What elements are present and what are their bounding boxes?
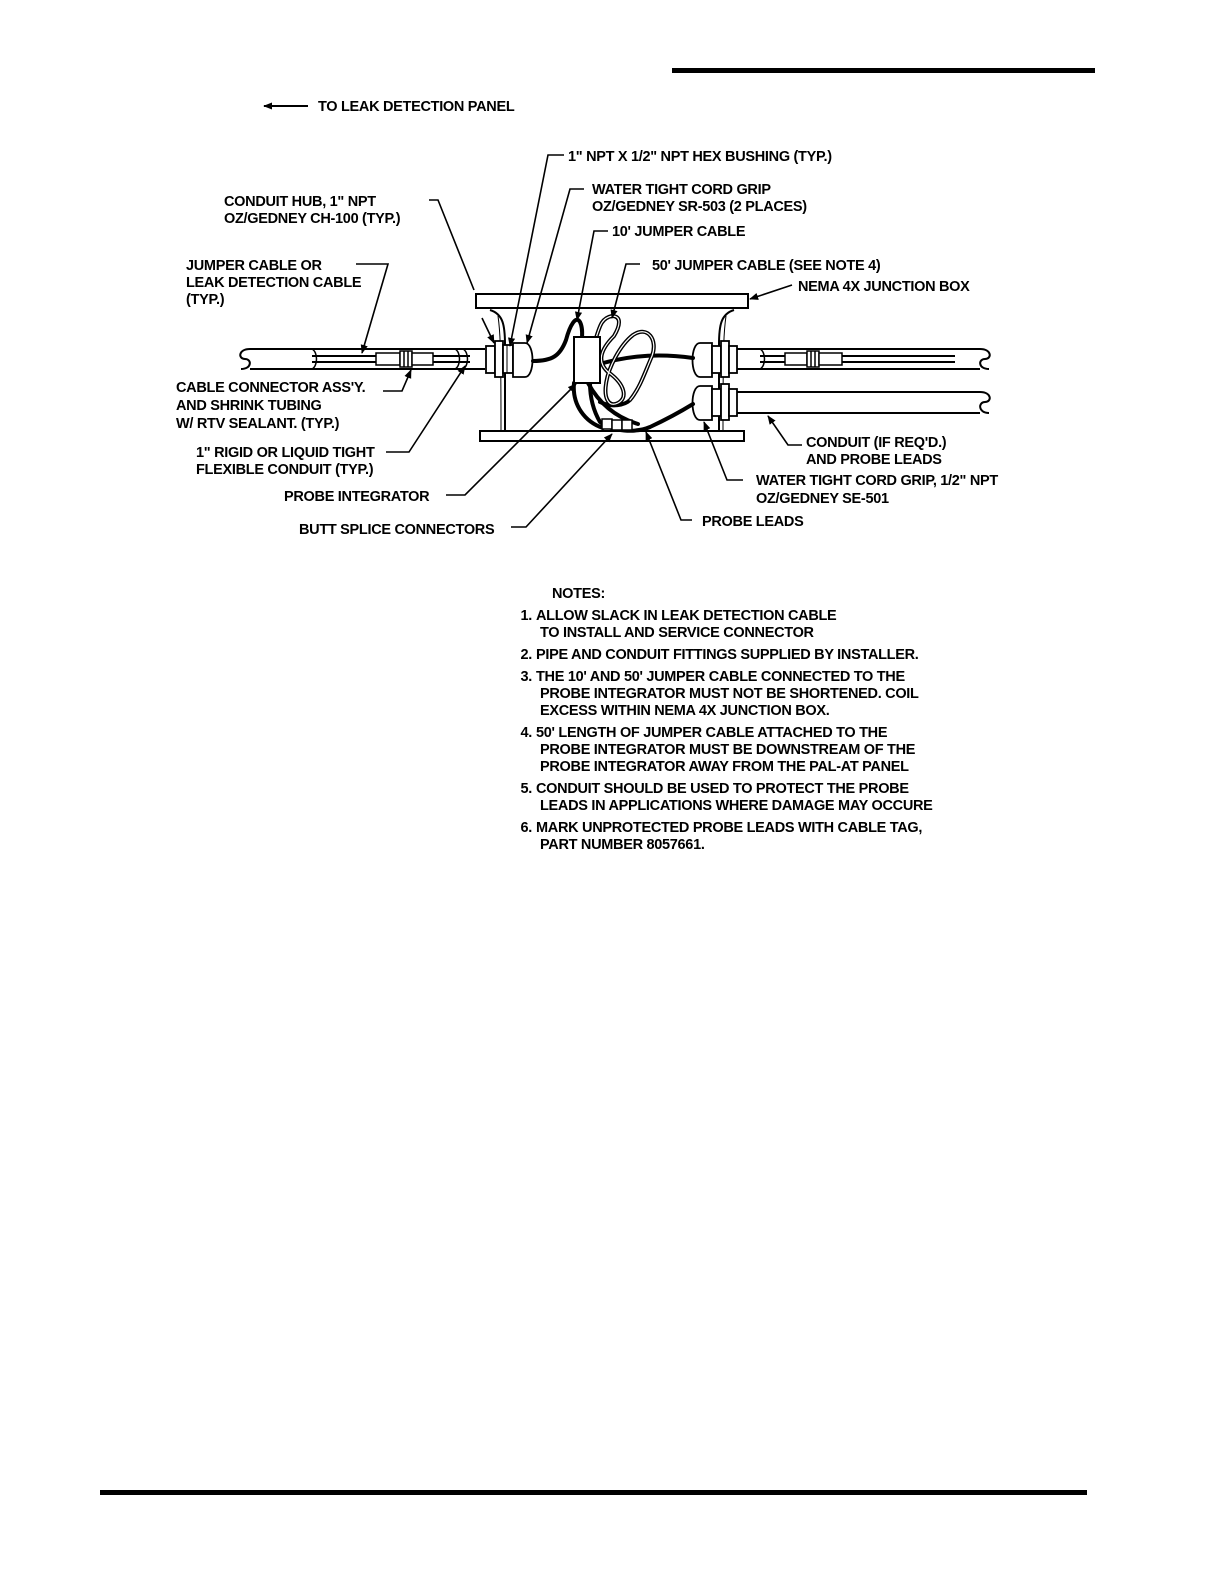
note-line: LEADS IN APPLICATIONS WHERE DAMAGE MAY OCCURE	[540, 798, 933, 814]
note-number: 6.	[520, 820, 532, 836]
note-line: EXCESS WITHIN NEMA 4X JUNCTION BOX.	[540, 703, 830, 719]
note-item	[508, 647, 988, 664]
note-line: TO INSTALL AND SERVICE CONNECTOR	[540, 625, 814, 641]
left-fittings	[486, 341, 533, 377]
right-cable-connector	[785, 351, 842, 367]
direction-label: TO LEAK DETECTION PANEL	[318, 99, 515, 115]
label-conduit-probe: CONDUIT (IF REQ'D.) AND PROBE LEADS	[806, 435, 947, 468]
label-hex-bushing: 1" NPT X 1/2" NPT HEX BUSHING (TYP.)	[568, 149, 832, 165]
note-number: 5.	[520, 781, 532, 797]
note-line: CONDUIT SHOULD BE USED TO PROTECT THE PROBE	[536, 781, 909, 797]
note-item	[508, 725, 988, 776]
right-lower-conduit	[735, 392, 990, 413]
note-line: PART NUMBER 8057661.	[540, 837, 705, 853]
left-cable-connector	[376, 351, 433, 367]
note-line: PROBE INTEGRATOR MUST NOT BE SHORTENED. COIL	[540, 686, 919, 702]
note-number: 4.	[520, 725, 532, 741]
note-number: 3.	[520, 669, 532, 685]
note-number: 2.	[520, 647, 532, 663]
label-cable-connector: CABLE CONNECTOR ASS'Y. AND SHRINK TUBING W/ RTV SEALANT. (TYP.)	[176, 380, 366, 432]
label-cord-grip-sr503: WATER TIGHT CORD GRIP OZ/GEDNEY SR-503 (2 PLACES)	[592, 182, 807, 215]
label-butt-splice: BUTT SPLICE CONNECTORS	[299, 522, 495, 538]
note-line: ALLOW SLACK IN LEAK DETECTION CABLE	[536, 608, 837, 624]
right-upper-conduit	[735, 349, 990, 369]
label-rigid-conduit: 1" RIGID OR LIQUID TIGHT FLEXIBLE CONDUIT (TYP.)	[196, 445, 375, 478]
note-item	[508, 781, 988, 815]
label-jumper-or-leak-cable: JUMPER CABLE OR LEAK DETECTION CABLE (TYP.)	[186, 258, 362, 308]
label-probe-leads: PROBE LEADS	[702, 514, 804, 530]
notes-block	[508, 586, 988, 859]
note-number: 1.	[520, 608, 532, 624]
label-cord-grip-se501: WATER TIGHT CORD GRIP, 1/2" NPT OZ/GEDNEY SE-501	[756, 473, 998, 507]
label-junction-box: NEMA 4X JUNCTION BOX	[798, 279, 970, 295]
right-fittings	[693, 341, 738, 420]
note-item	[508, 669, 988, 720]
internal-cables	[533, 316, 693, 431]
note-line: PROBE INTEGRATOR MUST BE DOWNSTREAM OF THE	[540, 742, 916, 758]
label-jumper-10: 10' JUMPER CABLE	[612, 224, 746, 240]
note-line: MARK UNPROTECTED PROBE LEADS WITH CABLE TAG,	[536, 820, 923, 836]
note-line: PROBE INTEGRATOR AWAY FROM THE PAL-AT PANEL	[540, 759, 909, 775]
notes-heading: NOTES:	[552, 586, 605, 602]
label-conduit-hub: CONDUIT HUB, 1" NPT OZ/GEDNEY CH-100 (TYP.)	[224, 194, 401, 227]
note-line: PIPE AND CONDUIT FITTINGS SUPPLIED BY INSTALLER.	[536, 647, 919, 663]
note-line: 50' LENGTH OF JUMPER CABLE ATTACHED TO THE	[536, 725, 888, 741]
probe-integrator	[574, 337, 600, 383]
label-jumper-50: 50' JUMPER CABLE (SEE NOTE 4)	[652, 258, 881, 274]
note-item	[508, 608, 988, 642]
butt-splice-connectors	[602, 419, 632, 430]
note-line: THE 10' AND 50' JUMPER CABLE CONNECTED TO THE	[536, 669, 905, 685]
bottom-rule	[100, 1490, 1087, 1495]
label-probe-integrator: PROBE INTEGRATOR	[284, 489, 430, 505]
note-item	[508, 820, 988, 854]
